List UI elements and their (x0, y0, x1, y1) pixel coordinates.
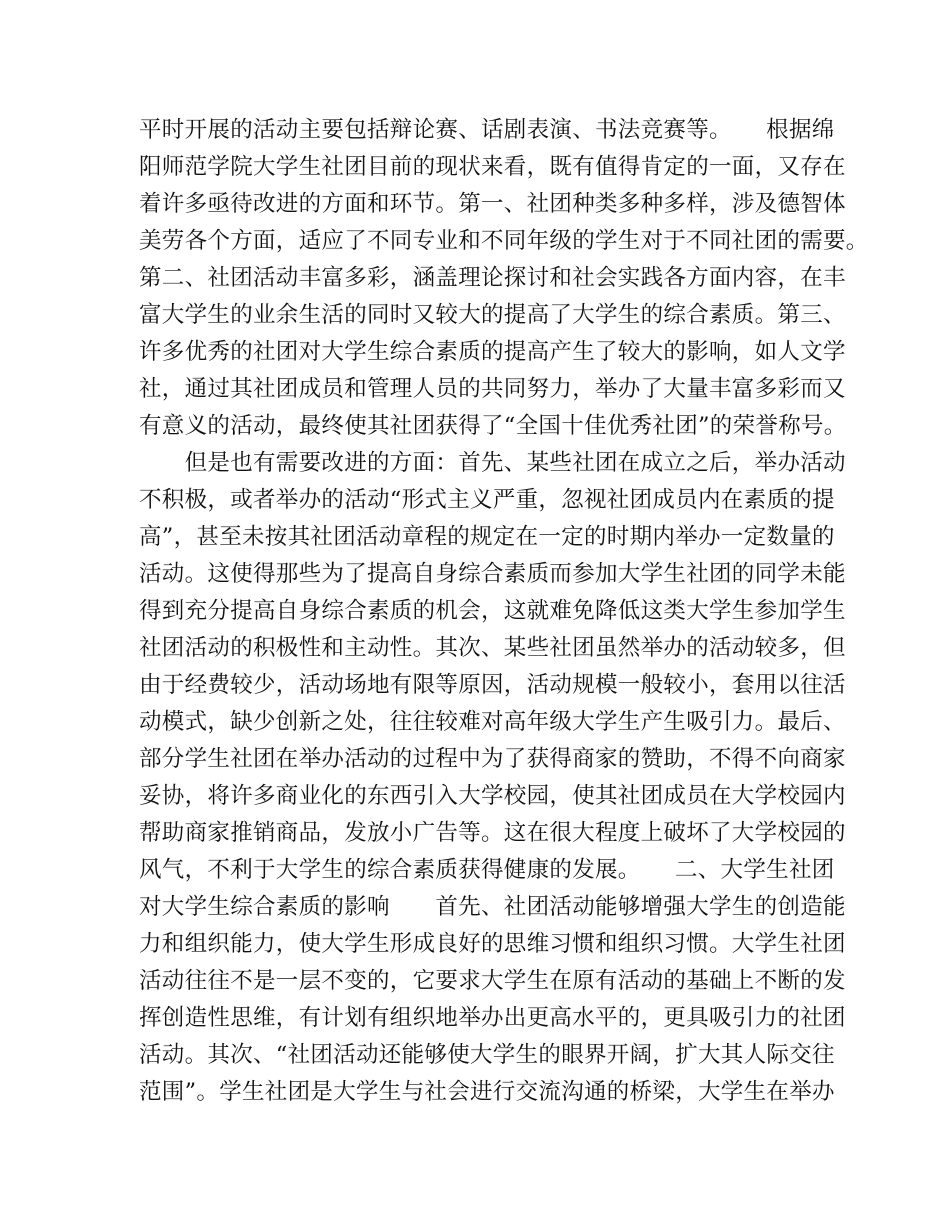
text-line-13: 活动。这使得那些为了提高自身综合素质而参加大学生社团的同学未能 (139, 561, 846, 587)
text-line-3: 着许多亟待改进的方面和环节。第一、社团种类多种多样，涉及德智体 (139, 191, 846, 217)
text-line-10: 但是也有需要改进的方面：首先、某些社团在成立之后，举办活动 (139, 450, 846, 476)
text-line-5: 第二、社团活动丰富多彩，涵盖理论探讨和社会实践各方面内容，在丰 (139, 265, 846, 291)
text-line-18: 部分学生社团在举办活动的过程中为了获得商家的赞助，不得不向商家 (139, 746, 846, 772)
text-line-7: 许多优秀的社团对大学生综合素质的提高产生了较大的影响，如人文学 (139, 339, 846, 365)
text-line-17: 动模式，缺少创新之处，往往较难对高年级大学生产生吸引力。最后、 (139, 709, 846, 735)
text-line-15: 社团活动的积极性和主动性。其次、某些社团虽然举办的活动较多，但 (139, 635, 846, 661)
text-line-26: 活动。其次、“社团活动还能够使大学生的眼界开阔，扩大其人际交往 (139, 1042, 835, 1068)
text-line-27: 范围”。学生社团是大学生与社会进行交流沟通的桥梁，大学生在举办 (139, 1079, 835, 1105)
text-line-16: 由于经费较少，活动场地有限等原因，活动规模一般较小，套用以往活 (139, 672, 846, 698)
text-line-25: 挥创造性思维，有计划有组织地举办出更高水平的，更具吸引力的社团 (139, 1005, 846, 1031)
text-line-14: 得到充分提高自身综合素质的机会，这就难免降低这类大学生参加学生 (139, 598, 846, 624)
text-line-22: 对大学生综合素质的影响 首先、社团活动能够增强大学生的创造能 (139, 894, 846, 920)
text-line-9: 有意义的活动，最终使其社团获得了“全国十佳优秀社团”的荣誉称号。 (139, 413, 847, 439)
body-text (139, 112, 869, 1111)
text-line-23: 力和组织能力，使大学生形成良好的思维习惯和组织习惯。大学生社团 (139, 931, 846, 957)
text-line-4: 美劳各个方面，适应了不同专业和不同年级的学生对于不同社团的需要。 (139, 228, 869, 254)
text-line-2: 阳师范学院大学生社团目前的现状来看，既有值得肯定的一面，又存在 (139, 154, 846, 180)
text-line-21: 风气，不利于大学生的综合素质获得健康的发展。 二、大学生社团 (139, 857, 835, 883)
text-line-20: 帮助商家推销商品，发放小广告等。这在很大程度上破坏了大学校园的 (139, 820, 846, 846)
text-line-8: 社，通过其社团成员和管理人员的共同努力，举办了大量丰富多彩而又 (139, 376, 846, 402)
text-line-24: 活动往往不是一层不变的，它要求大学生在原有活动的基础上不断的发 (139, 968, 846, 994)
text-line-12: 高”，甚至未按其社团活动章程的规定在一定的时期内举办一定数量的 (139, 524, 835, 550)
text-line-19: 妥协，将许多商业化的东西引入大学校园，使其社团成员在大学校园内 (139, 783, 846, 809)
text-line-11: 不积极，或者举办的活动“形式主义严重，忽视社团成员内在素质的提 (139, 487, 835, 513)
text-line-6: 富大学生的业余生活的同时又较大的提高了大学生的综合素质。第三、 (139, 302, 846, 328)
text-line-1: 平时开展的活动主要包括辩论赛、话剧表演、书法竞赛等。 根据绵 (139, 117, 835, 143)
